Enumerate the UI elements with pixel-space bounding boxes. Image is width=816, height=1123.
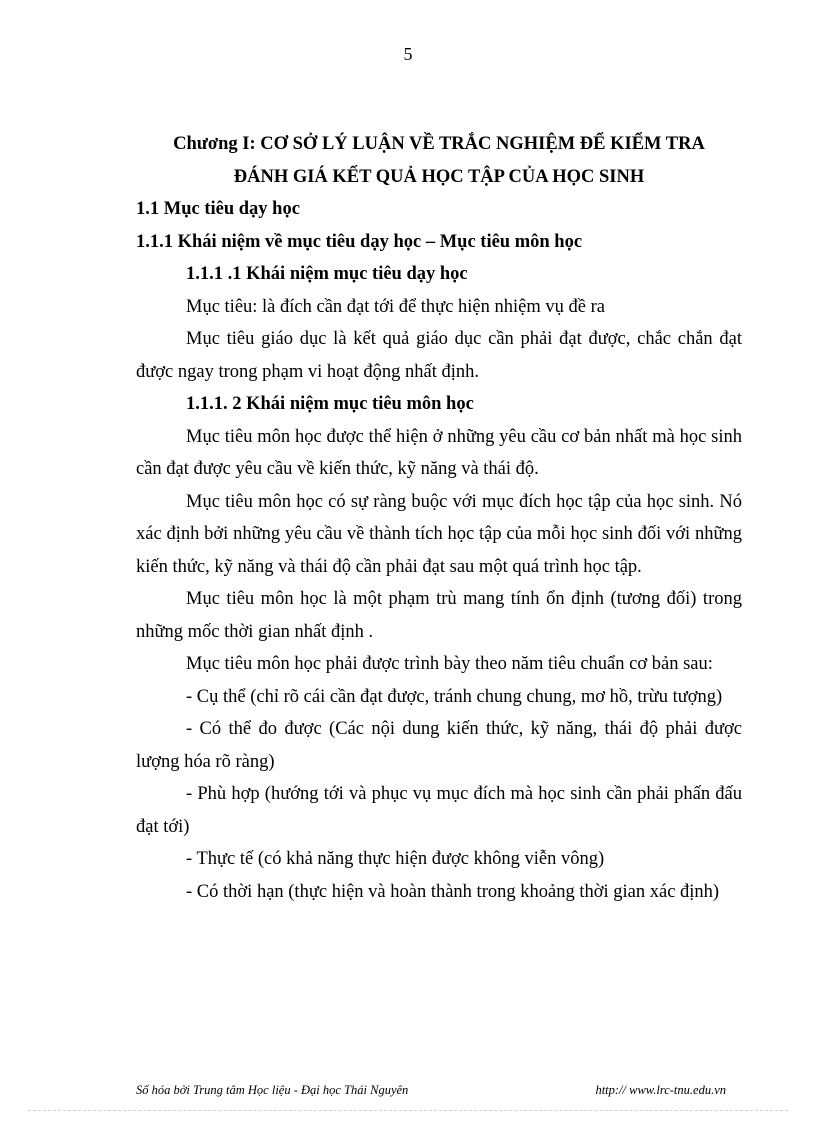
criteria-item: - Cụ thể (chỉ rõ cái cần đạt được, tránh chung chung, mơ hồ, trừu tượng) — [186, 686, 723, 707]
section-heading-1-1: 1.1 Mục tiêu dạy học — [136, 199, 300, 219]
section-heading-1-1-1-2: 1.1.1. 2 Khái niệm mục tiêu môn học — [186, 394, 474, 414]
paragraph: Mục tiêu môn học là một phạm trù mang tính ổn định (tương đối) trong những mốc thời gian nhất định . — [136, 589, 742, 642]
chapter-title-line-1: Chương I: CƠ SỞ LÝ LUẬN VỀ TRẮC NGHIỆM ĐỂ KIỂM TRA — [173, 134, 705, 154]
criteria-item: - Có thể đo được (Các nội dung kiến thức, kỹ năng, thái độ phải được lượng hóa rõ ràng) — [136, 719, 742, 772]
paragraph: Mục tiêu môn học được thể hiện ở những yêu cầu cơ bản nhất mà học sinh cần đạt được yêu cầu về kiến thức, kỹ năng và thái độ. — [136, 426, 742, 479]
footer-url: http:// www.lrc-tnu.edu.vn — [595, 1083, 726, 1097]
document-body — [136, 128, 742, 908]
page-number: 5 — [403, 44, 413, 64]
paragraph: Mục tiêu môn học phải được trình bày theo năm tiêu chuẩn cơ bản sau: — [186, 654, 713, 674]
section-heading-1-1-1: 1.1.1 Khái niệm về mục tiêu dạy học – Mục tiêu môn học — [136, 231, 583, 252]
criteria-item: - Phù hợp (hướng tới và phục vụ mục đích mà học sinh cần phải phấn đấu đạt tới) — [136, 784, 742, 837]
footer-source: Số hóa bởi Trung tâm Học liệu - Đại học Thái Nguyên — [136, 1083, 409, 1097]
paragraph: Mục tiêu môn học có sự ràng buộc với mục đích học tập của học sinh. Nó xác định bởi những yêu cầu về thành tích học tập của mỗi học sinh đối với những kiến thức, kỹ năng và thái độ cần phải đạt sau một quá trình học tập. — [136, 491, 742, 577]
chapter-title-line-2: ĐÁNH GIÁ KẾT QUẢ HỌC TẬP CỦA HỌC SINH — [233, 166, 645, 187]
page-footer — [136, 1083, 726, 1098]
criteria-item: - Thực tế (có khả năng thực hiện được không viễn vông) — [186, 849, 605, 869]
criteria-item: - Có thời hạn (thực hiện và hoàn thành trong khoảng thời gian xác định) — [186, 881, 720, 902]
paragraph: Mục tiêu giáo dục là kết quả giáo dục cần phải đạt được, chắc chắn đạt được ngay trong phạm vi hoạt động nhất định. — [136, 329, 742, 382]
footer-divider — [28, 1110, 788, 1111]
section-heading-1-1-1-1: 1.1.1 .1 Khái niệm mục tiêu dạy học — [186, 264, 468, 284]
paragraph: Mục tiêu: là đích cần đạt tới để thực hiện nhiệm vụ đề ra — [186, 296, 605, 317]
